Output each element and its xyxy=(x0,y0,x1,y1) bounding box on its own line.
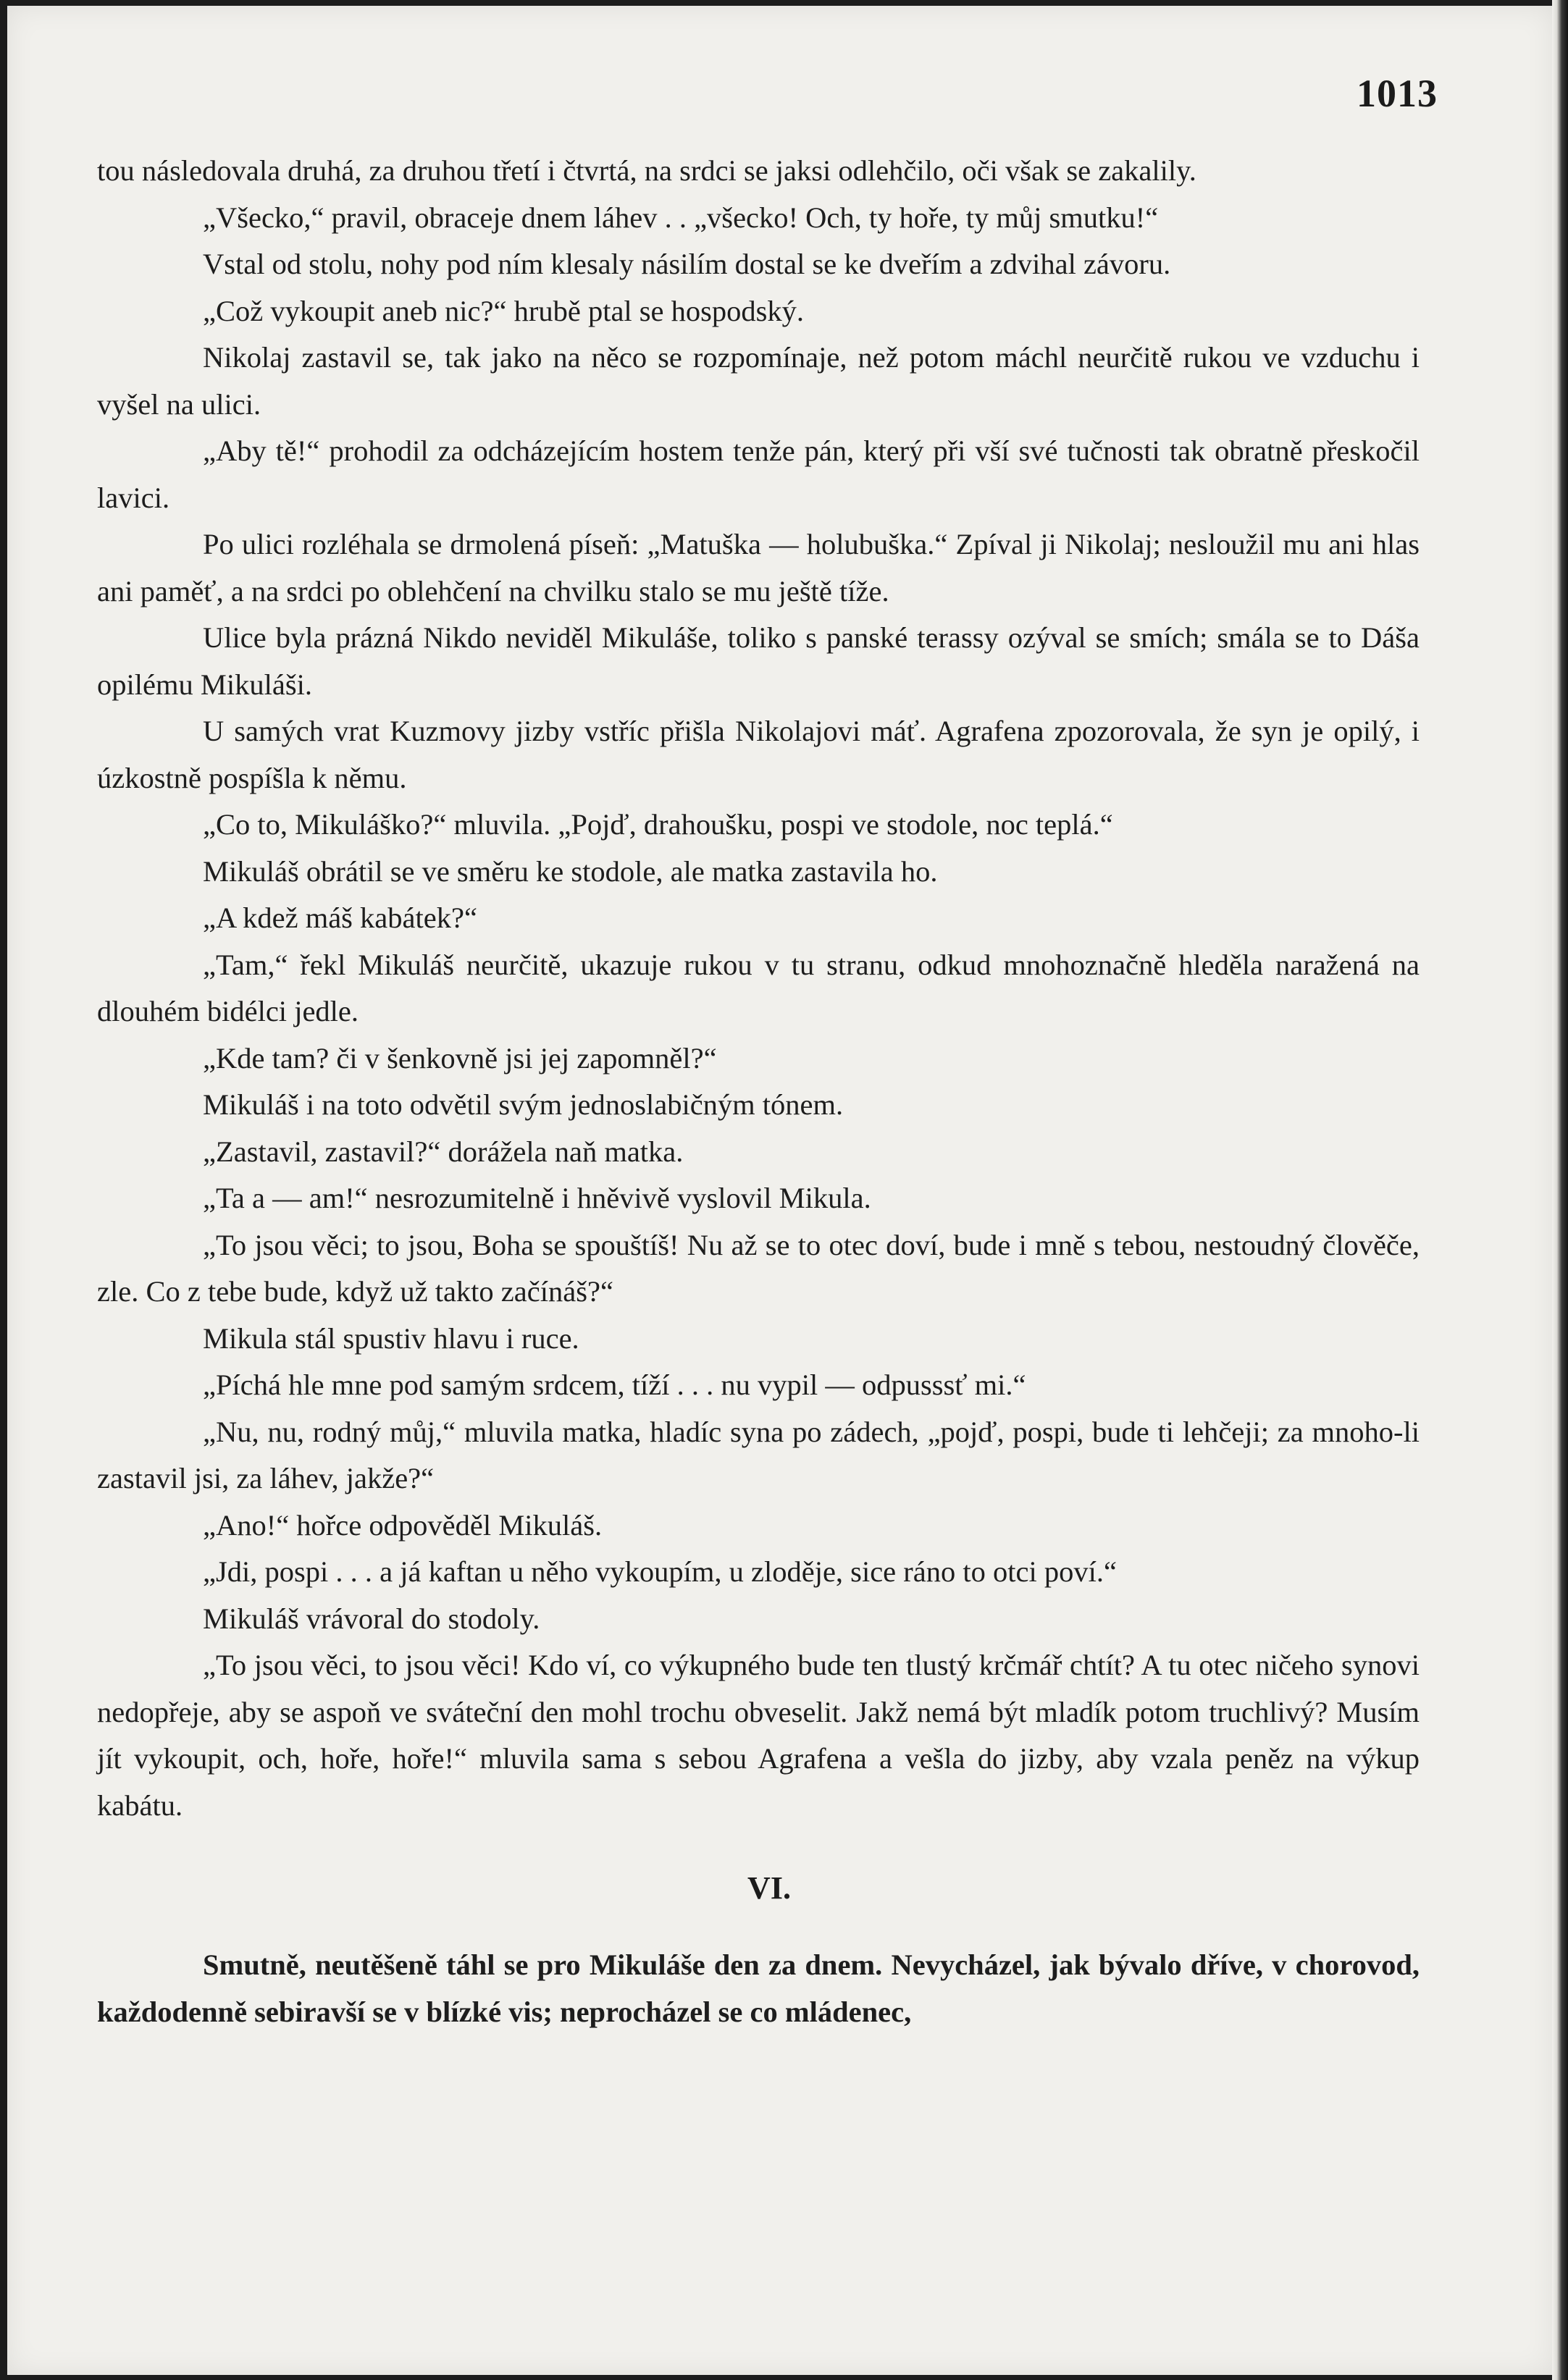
paragraph: „Ano!“ hořce odpověděl Mikuláš. xyxy=(203,1508,603,1542)
paragraph: Mikuláš vrávoral do stodoly. xyxy=(203,1602,540,1635)
section-heading: VI. xyxy=(747,1870,791,1906)
paragraph: Mikuláš obrátil se ve směru ke stodole, ale matka zastavila ho. xyxy=(203,854,938,888)
paragraph: „Ta a — am!“ nesrozumitelně i hněvivě vyslovil Mikula. xyxy=(203,1182,871,1214)
paragraph: Po ulici rozléhala se drmolená píseň: „Matuška — holubuška.“ Zpíval ji Nikolaj; nesloužil mu ani hlas ani paměť, a na srdci po oblehčení na chvilku stalo se mu ještě tíže. xyxy=(97,528,1420,607)
paragraph: „Nu, nu, rodný můj,“ mluvila matka, hladíc syna po zádech, „pojď, pospi, bude ti lehčeji; za mnoho-li zastavil jsi, za láhev, jakže?“ xyxy=(97,1415,1420,1494)
paragraph-continuation: tou následovala druhá, za druhou třetí i čtvrtá, na srdci se jaksi odlehčilo, oči však se zakalily. xyxy=(97,154,1196,187)
paragraph: „Aby tě!“ prohodil za odcházejícím hostem tenže pán, který při vší své tučnosti tak obratně přeskočil lavici. xyxy=(97,434,1420,514)
paragraph: „To jsou věci, to jsou věci! Kdo ví, co výkupného bude ten tlustý krčmář chtít? A tu otec ničeho synovi nedopřeje, aby se aspoň ve sváteční den mohl trochu obveselit. Jakž nemá být mladík potom truchlivý? Musím jít vykoupit, och, hoře, hoře!“ mluvila sama s sebou Agrafena a vešla do jizby, aby vzala peněz na výkup kabátu. xyxy=(97,1649,1420,1822)
paragraph: „Zastavil, zastavil?“ dorážela naň matka. xyxy=(203,1135,684,1168)
page-number: 1013 xyxy=(1357,72,1438,115)
paragraph: „Píchá hle mne pod samým srdcem, tíží . . . nu vypil — odpusssť mi.“ xyxy=(203,1368,1026,1401)
paragraph: U samých vrat Kuzmovy jizby vstříc přišla Nikolajovi máť. Agrafena zpozorovala, že syn je opilý, i úzkostně pospíšla k němu. xyxy=(97,715,1420,794)
paragraph: „Kde tam? či v šenkovně jsi jej zapomněl?“ xyxy=(203,1041,717,1075)
paragraph: „Jdi, pospi . . . a já kaftan u něho vykoupím, u zloděje, sice ráno to otci poví.“ xyxy=(203,1555,1117,1588)
paragraph-section-start: Smutně, neutěšeně táhl se pro Mikuláše den za dnem. Nevycházel, jak bývalo dříve, v chorovod, každodenně sebiravší se v blízké vis; neprocházel se co mládenec, xyxy=(97,1948,1420,2028)
paragraph: Mikuláš i na toto odvětil svým jednoslabičným tónem. xyxy=(203,1088,844,1121)
paragraph: Vstal od stolu, nohy pod ním klesaly násilím dostal se ke dveřím a zdvihal závoru. xyxy=(203,248,1171,280)
paragraph: Nikolaj zastavil se, tak jako na něco se rozpomínaje, než potom máchl neurčitě rukou ve vzduchu i vyšel na ulici. xyxy=(97,341,1420,421)
paragraph: „A kdež máš kabátek?“ xyxy=(203,901,477,934)
paragraph: „Všecko,“ pravil, obraceje dnem láhev . . „všecko! Och, ty hoře, ty můj smutku!“ xyxy=(203,201,1159,234)
scan-edge xyxy=(1552,0,1568,2380)
paragraph: „Tam,“ řekl Mikuláš neurčitě, ukazuje rukou v tu stranu, odkud mnohoznačně hleděla naražená na dlouhém bidélci jedle. xyxy=(97,948,1420,1027)
paragraph: Ulice byla prázná Nikdo neviděl Mikuláše, toliko s panské terassy ozýval se smích; smála se to Dáša opilému Mikuláši. xyxy=(97,621,1420,701)
paper-sheet xyxy=(7,6,1554,2375)
paragraph: „Což vykoupit aneb nic?“ hrubě ptal se hospodský. xyxy=(203,294,805,327)
paragraph: „To jsou věci; to jsou, Boha se spouštíš! Nu až se to otec doví, bude i mně s tebou, nestoudný člověče, zle. Co z tebe bude, když už takto začínáš?“ xyxy=(97,1228,1420,1308)
paragraph: Mikula stál spustiv hlavu i ruce. xyxy=(203,1321,579,1355)
paragraph: „Co to, Mikuláško?“ mluvila. „Pojď, drahoušku, pospi ve stodole, noc teplá.“ xyxy=(203,808,1113,841)
body-text xyxy=(97,148,1420,2035)
